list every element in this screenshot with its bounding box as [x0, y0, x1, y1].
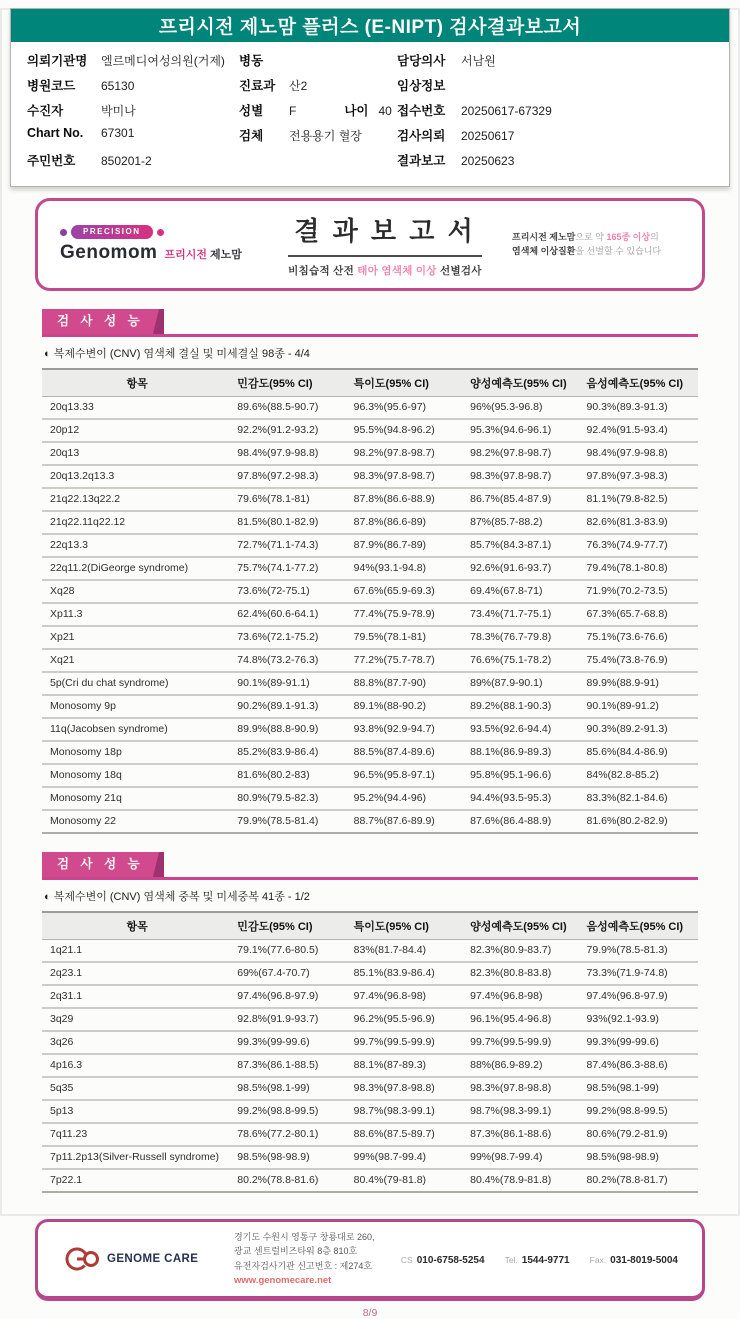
table-cell: 73.4%(71.7-75.1) — [465, 603, 581, 626]
table-cell: 78.6%(77.2-80.1) — [232, 1123, 348, 1146]
field-value: F — [289, 104, 297, 118]
table-cell: 94%(93.1-94.8) — [349, 557, 465, 580]
table-cell: 92.8%(91.9-93.7) — [232, 1008, 348, 1031]
table-cell: 73.6%(72.1-75.2) — [232, 626, 348, 649]
table-cell: 93%(92.1-93.9) — [582, 1008, 698, 1031]
patient-info-row — [397, 76, 715, 101]
table-cell: 97.4%(96.8-97.9) — [232, 985, 348, 1008]
table-cell: 87.8%(86.6-89) — [349, 511, 465, 534]
table-cell: 89.9%(88.8-90.9) — [232, 718, 348, 741]
table-cell: 90.3%(89.2-91.3) — [582, 718, 698, 741]
table-row — [42, 1008, 698, 1031]
table-cell: 75.1%(73.6-76.6) — [582, 626, 698, 649]
table-cell: Monosomy 18q — [42, 764, 232, 787]
table-cell: 21q22.13q22.2 — [42, 488, 232, 511]
table-cell: 80.4%(79-81.8) — [349, 1169, 465, 1192]
genome-care-logo-icon — [64, 1245, 100, 1273]
table-cell: 73.3%(71.9-74.8) — [582, 962, 698, 985]
patient-info-row — [27, 51, 239, 76]
table-row — [42, 626, 698, 649]
table-head — [42, 369, 698, 397]
company-name: GENOME CARE — [107, 1253, 199, 1266]
patient-info-row — [239, 101, 397, 126]
table-cell: 98.7%(98.3-99.1) — [465, 1100, 581, 1123]
table-header-row — [42, 912, 698, 940]
table-cell: 95.5%(94.8-96.2) — [349, 419, 465, 442]
table-cell: 11q(Jacobsen syndrome) — [42, 718, 232, 741]
table-cell: 99.2%(98.8-99.5) — [232, 1100, 348, 1123]
banner-subtitle — [258, 263, 512, 278]
table-cell: 92.2%(91.2-93.2) — [232, 419, 348, 442]
genomom-logo — [60, 225, 258, 264]
table-cell: 87.6%(86.4-88.9) — [465, 810, 581, 833]
brand-name-korean-dark: 제노맘 — [209, 249, 242, 261]
badge-dot-icon — [60, 229, 67, 236]
table-cell: 98.5%(98-98.9) — [232, 1146, 348, 1169]
table-cell: 81.6%(80.2-83) — [232, 764, 348, 787]
table-cell: 99%(98.7-99.4) — [465, 1146, 581, 1169]
table-cell: 79.4%(78.1-80.8) — [582, 557, 698, 580]
section-label: 검 사 성 능 — [42, 852, 164, 877]
table-cell: Xq28 — [42, 580, 232, 603]
table-cell: 85.2%(83.9-86.4) — [232, 741, 348, 764]
text-run: 165종 이상 — [606, 231, 651, 242]
table-cell: 99.3%(99-99.6) — [232, 1031, 348, 1054]
table-cell: 67.3%(65.7-68.8) — [582, 603, 698, 626]
column-header: 특이도(95% CI) — [349, 912, 465, 940]
text-run: 태아 염색체 이상 — [357, 265, 437, 277]
table-row — [42, 1031, 698, 1054]
banner-side-note — [512, 231, 684, 259]
table-cell: 69.4%(67.8-71) — [465, 580, 581, 603]
table-cell: 62.4%(60.6-64.1) — [232, 603, 348, 626]
patient-info-box — [11, 42, 729, 186]
brand-row — [60, 242, 258, 264]
column-header: 민감도(95% CI) — [232, 912, 348, 940]
table-cell: 82.3%(80.8-83.8) — [465, 962, 581, 985]
table-cell: 89.2%(88.1-90.3) — [465, 695, 581, 718]
table-row — [42, 465, 698, 488]
field-label: Chart No. — [27, 126, 84, 140]
table-cell: 96.2%(95.5-96.9) — [349, 1008, 465, 1031]
table-row — [42, 1054, 698, 1077]
table-cell: 78.3%(76.7-79.8) — [465, 626, 581, 649]
table-cell: 90.2%(89.1-91.3) — [232, 695, 348, 718]
table-cell: 7p22.1 — [42, 1169, 232, 1192]
table-cell: 20q13.2q13.3 — [42, 465, 232, 488]
patient-info-row — [239, 126, 397, 151]
table-cell: 77.2%(75.7-78.7) — [349, 649, 465, 672]
field-label: 성별 — [239, 104, 264, 118]
table-body — [42, 397, 698, 834]
table-cell: 80.2%(78.8-81.6) — [232, 1169, 348, 1192]
table-cell: 99%(98.7-99.4) — [349, 1146, 465, 1169]
table-cell: 97.4%(96.8-98) — [465, 985, 581, 1008]
table-cell: 99.7%(99.5-99.9) — [349, 1031, 465, 1054]
text-run: 프리시전 제노맘 — [512, 231, 576, 242]
table-cell: 80.4%(78.9-81.8) — [465, 1169, 581, 1192]
table-cell: 98.3%(97.8-98.8) — [349, 1077, 465, 1100]
table-cell: 98.4%(97.9-98.8) — [232, 442, 348, 465]
field-value: 엘르메디여성의원(거제) — [101, 54, 225, 68]
table-row — [42, 1146, 698, 1169]
table-cell: 88.5%(87.4-89.6) — [349, 741, 465, 764]
field-label: 임상정보 — [397, 79, 446, 93]
column-header: 민감도(95% CI) — [232, 369, 348, 397]
column-header: 특이도(95% CI) — [349, 369, 465, 397]
table-row — [42, 488, 698, 511]
table-cell: 79.9%(78.5-81.4) — [232, 810, 348, 833]
field-value: 산2 — [289, 79, 308, 93]
brand-name-korean-pink: 프리시전 — [164, 249, 207, 261]
performance-table-deletion — [42, 368, 698, 834]
field-label: 수진자 — [27, 104, 64, 118]
table-cell: 88.1%(86.9-89.3) — [465, 741, 581, 764]
report-title: 프리시전 제노맘 플러스 (E-NIPT) 검사결과보고서 — [158, 17, 582, 38]
table-cell: 1q21.1 — [42, 940, 232, 963]
table-row — [42, 419, 698, 442]
table-cell: 97.8%(97.3-98.3) — [582, 465, 698, 488]
patient-info-row — [239, 51, 397, 76]
contact-label: Fax. — [589, 1255, 607, 1266]
table-cell: 87.4%(86.3-88.6) — [582, 1054, 698, 1077]
table-row — [42, 985, 698, 1008]
patient-info-row — [27, 126, 239, 151]
table-cell: 85.7%(84.3-87.1) — [465, 534, 581, 557]
table-cell: 67.6%(65.9-69.3) — [349, 580, 465, 603]
field-label: 검사의뢰 — [397, 129, 446, 143]
table-cell: 76.3%(74.9-77.7) — [582, 534, 698, 557]
website-link[interactable]: www.genomecare.net — [234, 1275, 332, 1287]
table-cell: 98.5%(98.1-99) — [582, 1077, 698, 1100]
table-cell: Monosomy 9p — [42, 695, 232, 718]
table-row — [42, 741, 698, 764]
table-cell: Monosomy 22 — [42, 810, 232, 833]
table-cell: 85.1%(83.9-86.4) — [349, 962, 465, 985]
performance-table-duplication — [42, 911, 698, 1193]
address-line: 유전자검사기관 신고번호 : 제274호 — [234, 1260, 373, 1271]
text-run: 비침습적 산전 — [288, 265, 358, 277]
table-cell: 75.4%(73.8-76.9) — [582, 649, 698, 672]
address-line: 경기도 수원시 영통구 창룡대로 260, 광교 센트럴비즈타워 8층 810호 — [234, 1232, 375, 1257]
table-cell: 20p12 — [42, 419, 232, 442]
section-header-duplication — [42, 852, 698, 880]
table-cell: 89.1%(88-90.2) — [349, 695, 465, 718]
field-label: 병동 — [239, 54, 264, 68]
contact-label: Tel. — [504, 1255, 518, 1266]
brand-name: Genomom — [60, 242, 158, 263]
text-run: 선별검사 — [436, 265, 482, 277]
section-note-deletion: ◐ 복제수변이 (CNV) 염색체 결실 및 미세결실 98종 - 4/4 — [44, 348, 310, 360]
field-value: 65130 — [101, 79, 135, 93]
text-run: 으로 약 — [575, 231, 607, 242]
text-run: 을 선별할 수 있습니다 — [575, 245, 662, 256]
table-cell: 5q35 — [42, 1077, 232, 1100]
table-cell: Xq21 — [42, 649, 232, 672]
table-row — [42, 695, 698, 718]
report-header — [10, 8, 730, 187]
precision-badge-row — [60, 225, 258, 239]
column-header: 양성예측도(95% CI) — [465, 912, 581, 940]
table-cell: 98.5%(98-98.9) — [582, 1146, 698, 1169]
field-label: 접수번호 — [397, 104, 446, 118]
banner-note-line — [512, 231, 684, 245]
table-cell: 95.2%(94.4-96) — [349, 787, 465, 810]
field-value: 67301 — [101, 126, 135, 140]
section-label: 검 사 성 능 — [42, 309, 164, 334]
table-cell: 7p11.2p13(Silver-Russell syndrome) — [42, 1146, 232, 1169]
table-cell: 71.9%(70.2-73.5) — [582, 580, 698, 603]
table-cell: 99.3%(99-99.6) — [582, 1031, 698, 1054]
table-cell: 2q23.1 — [42, 962, 232, 985]
table-cell: Xp11.3 — [42, 603, 232, 626]
table-cell: 80.6%(79.2-81.9) — [582, 1123, 698, 1146]
table-cell: 89.6%(88.5-90.7) — [232, 397, 348, 420]
table-cell: 80.2%(78.8-81.7) — [582, 1169, 698, 1192]
table-row — [42, 557, 698, 580]
table-cell: 95.8%(95.1-96.6) — [465, 764, 581, 787]
table-cell: 87.8%(86.6-88.9) — [349, 488, 465, 511]
banner-center — [258, 211, 512, 278]
section-header-deletion — [42, 309, 698, 337]
table-cell: 7q11.23 — [42, 1123, 232, 1146]
patient-info-row — [27, 76, 239, 101]
column-header: 음성예측도(95% CI) — [582, 369, 698, 397]
table-cell: 96.1%(95.4-96.8) — [465, 1008, 581, 1031]
text-run: 염색체 이상질환 — [512, 245, 576, 256]
table-cell: 79.9%(78.5-81.3) — [582, 940, 698, 963]
table-cell: 77.4%(75.9-78.9) — [349, 603, 465, 626]
table-cell: 95.3%(94.6-96.1) — [465, 419, 581, 442]
field-value: 20250617-67329 — [461, 104, 552, 118]
table-cell: 88.7%(87.6-89.9) — [349, 810, 465, 833]
table-cell: 99.2%(98.8-99.5) — [582, 1100, 698, 1123]
field-value: 서남원 — [461, 54, 496, 68]
table-row — [42, 603, 698, 626]
field-label: 검체 — [239, 129, 264, 143]
table-cell: 93.8%(92.9-94.7) — [349, 718, 465, 741]
table-row — [42, 672, 698, 695]
table-cell: 76.6%(75.1-78.2) — [465, 649, 581, 672]
table-cell: Monosomy 21q — [42, 787, 232, 810]
patient-info-row — [397, 101, 715, 126]
table-cell: 73.6%(72-75.1) — [232, 580, 348, 603]
address-lines — [234, 1230, 379, 1273]
table-cell: 5p13 — [42, 1100, 232, 1123]
table-cell: 22q11.2(DiGeorge syndrome) — [42, 557, 232, 580]
table-cell: 80.9%(79.5-82.3) — [232, 787, 348, 810]
precision-badge: PRECISION — [71, 225, 153, 239]
field-label: 결과보고 — [397, 154, 446, 168]
column-header: 항목 — [42, 912, 232, 940]
table-cell: 81.1%(79.8-82.5) — [582, 488, 698, 511]
patient-info-row — [397, 151, 715, 176]
field-value: 전용용기 혈장 — [289, 129, 362, 143]
table-cell: 82.6%(81.3-83.9) — [582, 511, 698, 534]
table-cell: Monosomy 18p — [42, 741, 232, 764]
table-header-row — [42, 369, 698, 397]
field-value: 20250623 — [461, 154, 515, 168]
table-cell: 96%(95.3-96.8) — [465, 397, 581, 420]
table-cell: 69%(67.4-70.7) — [232, 962, 348, 985]
banner-note-line — [512, 245, 684, 259]
patient-info-column-right — [397, 51, 715, 176]
patient-info-row — [397, 126, 715, 151]
section-note-duplication: ◐ 복제수변이 (CNV) 염색체 중복 및 미세중복 41종 - 1/2 — [44, 891, 310, 903]
table-cell: 79.1%(77.6-80.5) — [232, 940, 348, 963]
result-report-banner — [35, 198, 705, 291]
table-cell: 92.6%(91.6-93.7) — [465, 557, 581, 580]
contact-item — [401, 1250, 485, 1268]
table-cell: 90.1%(89-91.2) — [582, 695, 698, 718]
field-value: 20250617 — [461, 129, 515, 143]
table-cell: 20q13 — [42, 442, 232, 465]
table-cell: 88%(86.9-89.2) — [465, 1054, 581, 1077]
table-cell: 75.7%(74.1-77.2) — [232, 557, 348, 580]
table-cell: 99.7%(99.5-99.9) — [465, 1031, 581, 1054]
table-cell: 88.1%(87-89.3) — [349, 1054, 465, 1077]
field-label: 담당의사 — [397, 54, 446, 68]
table-cell: 87.3%(86.1-88.5) — [232, 1054, 348, 1077]
table-cell: 98.2%(97.8-98.7) — [349, 442, 465, 465]
table-cell: 85.6%(84.4-86.9) — [582, 741, 698, 764]
column-header: 양성예측도(95% CI) — [465, 369, 581, 397]
table-row — [42, 1169, 698, 1192]
table-cell: 20q13.33 — [42, 397, 232, 420]
text-run: 의 — [650, 231, 659, 242]
table-cell: 86.7%(85.4-87.9) — [465, 488, 581, 511]
table-cell: 74.8%(73.2-76.3) — [232, 649, 348, 672]
table-cell: 97.8%(97.2-98.3) — [232, 465, 348, 488]
table-cell: 79.5%(78.1-81) — [349, 626, 465, 649]
field-label: 진료과 — [239, 79, 276, 93]
table-row — [42, 580, 698, 603]
footer-address-block — [234, 1230, 379, 1288]
table-head — [42, 912, 698, 940]
field-label: 주민번호 — [27, 154, 76, 168]
banner-title: 결 과 보 고 서 — [288, 211, 481, 257]
patient-info-row — [27, 101, 239, 126]
column-header: 항목 — [42, 369, 232, 397]
table-cell: 89%(87.9-90.1) — [465, 672, 581, 695]
table-row — [42, 787, 698, 810]
table-cell: 96.3%(95.6-97) — [349, 397, 465, 420]
table-cell: 98.3%(97.8-98.7) — [349, 465, 465, 488]
table-cell: 4p16.3 — [42, 1054, 232, 1077]
field-label: 나이 — [344, 104, 369, 118]
contact-item — [505, 1250, 570, 1268]
table-row — [42, 940, 698, 963]
field-label: 병원코드 — [27, 79, 76, 93]
contact-value: 031-8019-5004 — [610, 1255, 678, 1267]
table-row — [42, 962, 698, 985]
table-cell: 90.1%(89-91.1) — [232, 672, 348, 695]
footer — [35, 1219, 705, 1301]
contact-label: CS — [400, 1255, 413, 1266]
table-cell: 3q26 — [42, 1031, 232, 1054]
table-cell: 81.6%(80.2-82.9) — [582, 810, 698, 833]
table-cell: 98.7%(98.3-99.1) — [349, 1100, 465, 1123]
column-header: 음성예측도(95% CI) — [582, 912, 698, 940]
patient-info-row — [27, 151, 239, 176]
patient-info-column-middle — [239, 51, 397, 176]
table-row — [42, 810, 698, 833]
contact-value: 1544-9771 — [521, 1255, 570, 1267]
table-cell: 94.4%(93.5-95.3) — [465, 787, 581, 810]
page-number: 8/9 — [362, 1307, 378, 1319]
table-body — [42, 940, 698, 1193]
table-row — [42, 649, 698, 672]
table-cell: 98.2%(97.8-98.7) — [465, 442, 581, 465]
table-row — [42, 511, 698, 534]
table-cell: 5p(Cri du chat syndrome) — [42, 672, 232, 695]
footer-contacts — [401, 1250, 678, 1268]
table-cell: 3q29 — [42, 1008, 232, 1031]
field-label: 의뢰기관명 — [27, 54, 88, 68]
table-cell: 83.3%(82.1-84.6) — [582, 787, 698, 810]
table-cell: 92.4%(91.5-93.4) — [582, 419, 698, 442]
table-row — [42, 397, 698, 420]
badge-dot-icon — [157, 229, 164, 236]
table-cell: 90.3%(89.3-91.3) — [582, 397, 698, 420]
field-value: 40 — [378, 104, 392, 118]
table-cell: 87%(85.7-88.2) — [465, 511, 581, 534]
table-row — [42, 1100, 698, 1123]
table-cell: 98.5%(98.1-99) — [232, 1077, 348, 1100]
table-row — [42, 718, 698, 741]
table-row — [42, 1077, 698, 1100]
table-cell: 97.4%(96.8-98) — [349, 985, 465, 1008]
table-cell: 93.5%(92.6-94.4) — [465, 718, 581, 741]
table-cell: 83%(81.7-84.4) — [349, 940, 465, 963]
table-row — [42, 1123, 698, 1146]
patient-info-row — [397, 51, 715, 76]
table-cell: 79.6%(78.1-81) — [232, 488, 348, 511]
patient-info-row — [239, 76, 397, 101]
table-cell: 81.5%(80.1-82.9) — [232, 511, 348, 534]
table-cell: 97.4%(96.8-97.9) — [582, 985, 698, 1008]
table-cell: 98.3%(97.8-98.8) — [465, 1077, 581, 1100]
table-cell: 88.6%(87.5-89.7) — [349, 1123, 465, 1146]
table-cell: 2q31.1 — [42, 985, 232, 1008]
table-cell: 82.3%(80.9-83.7) — [465, 940, 581, 963]
table-row — [42, 534, 698, 557]
patient-info-column-left — [27, 51, 239, 176]
table-cell: 22q13.3 — [42, 534, 232, 557]
contact-item — [590, 1250, 678, 1268]
table-cell: 87.3%(86.1-88.6) — [465, 1123, 581, 1146]
table-cell: 87.9%(86.7-89) — [349, 534, 465, 557]
table-cell: 84%(82.8-85.2) — [582, 764, 698, 787]
report-title-bar — [11, 9, 729, 42]
contact-value: 010-6758-5254 — [416, 1255, 485, 1267]
field-value: 박미나 — [101, 104, 136, 118]
table-cell: 89.9%(88.9-91) — [582, 672, 698, 695]
table-cell: 21q22.11q22.12 — [42, 511, 232, 534]
field-value: 850201-2 — [101, 154, 152, 168]
table-cell: 98.3%(97.8-98.7) — [465, 465, 581, 488]
table-cell: 98.4%(97.9-98.8) — [582, 442, 698, 465]
table-cell: 72.7%(71.1-74.3) — [232, 534, 348, 557]
table-cell: 88.8%(87.7-90) — [349, 672, 465, 695]
table-row — [42, 764, 698, 787]
genome-care-logo — [64, 1245, 212, 1273]
table-cell: Xp21 — [42, 626, 232, 649]
table-row — [42, 442, 698, 465]
table-cell: 96.5%(95.8-97.1) — [349, 764, 465, 787]
